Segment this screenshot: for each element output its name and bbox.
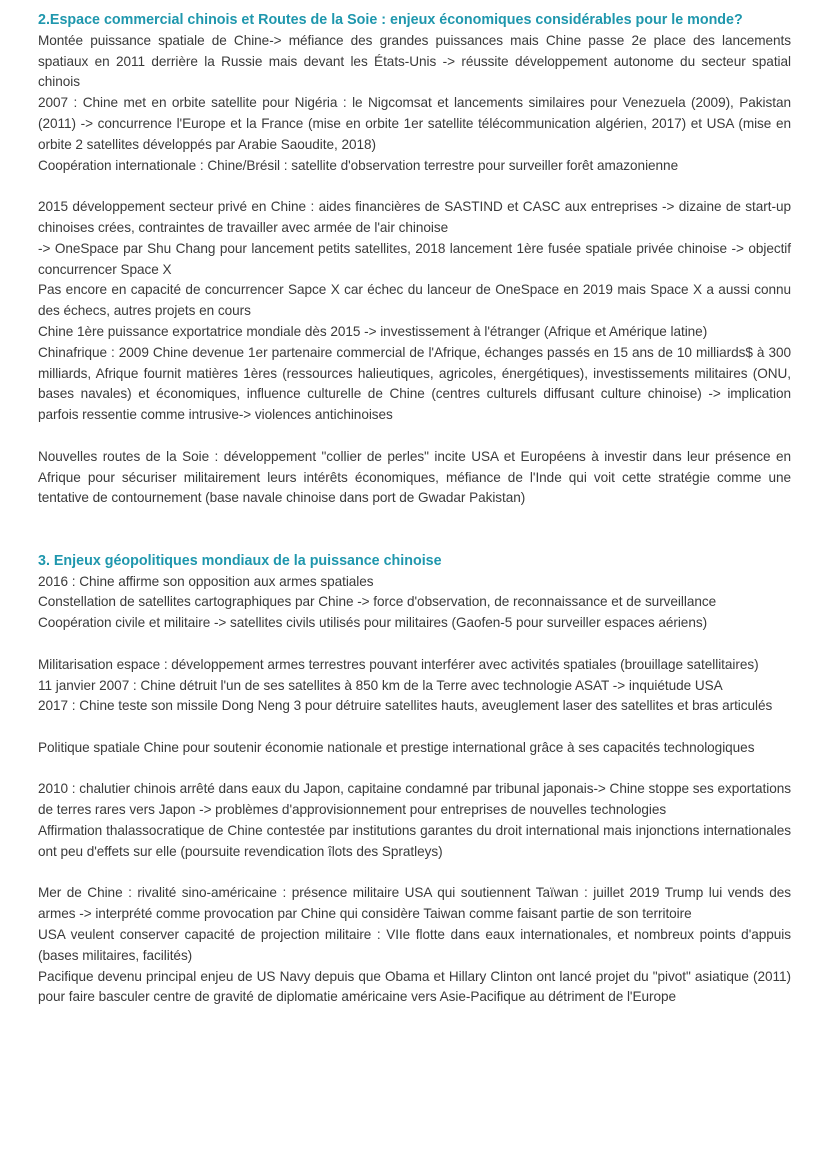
paragraph: Militarisation espace : développement armes terrestres pouvant interférer avec activités spatiales (brouillage satellitaires) [38, 656, 759, 672]
spacer [38, 863, 791, 884]
section-2-heading: 2.Espace commercial chinois et Routes de la Soie : enjeux économiques considérables pour le monde? [38, 12, 743, 28]
paragraph: 2007 : Chine met en orbite satellite pour Nigéria : le Nigcomsat et lancements similaires pour Venezuela (2009), Pakistan (2011) -> concurrence l'Europe et la France (mise en orbite 1er satellite télécommunication algérien, 2017) et USA (mise en orbite 2 satellites développés par Arabie Saoudite, 2018) [38, 95, 791, 152]
paragraph: Affirmation thalassocratique de Chine contestée par institutions garantes du droit international mais injonctions internationales ont peu d'effets sur elle (poursuite revendication îlots des Spratleys) [38, 823, 791, 859]
paragraph: USA veulent conserver capacité de projection militaire : VIIe flotte dans eaux internationales, et nombreux points d'appuis (bases militaires, facilités) [38, 927, 791, 963]
paragraph: Mer de Chine : rivalité sino-américaine : présence militaire USA qui soutiennent Taïwan : juillet 2019 Trump lui vends des armes -> interprété comme provocation par Chine qui considère Taiwan comme faisant partie de son territoire [38, 885, 791, 922]
spacer [38, 717, 791, 738]
spacer [38, 426, 791, 447]
paragraph: Politique spatiale Chine pour soutenir économie nationale et prestige international grâce à ses capacités technologiques [38, 739, 755, 755]
paragraph: Coopération internationale : Chine/Brésil : satellite d'observation terrestre pour surveiller forêt amazonienne [38, 157, 679, 173]
paragraph: Chinafrique : 2009 Chine devenue 1er partenaire commercial de l'Afrique, échanges passés en 15 ans de 10 milliards$ à 300 milliards, Afrique fournit matières 1ères (ressources halieutiques, agricoles, énergétiques), investissements militaires (ONU, bases navales) et économiques, influence culturelle de Chine (centres culturels diffusant culture chinoise) -> implication parfois ressentie comme intrusive-> violences antichinoises [38, 344, 791, 423]
section-3-heading: 3. Enjeux géopolitiques mondiaux de la puissance chinoise [38, 552, 442, 569]
paragraph: Chine 1ère puissance exportatrice mondiale dès 2015 -> investissement à l'étranger (Afrique et Amérique latine) [38, 323, 708, 339]
paragraph: Constellation de satellites cartographiques par Chine -> force d'observation, de reconnaissance et de surveillance [38, 594, 717, 610]
paragraph: Coopération civile et militaire -> satellites civils utilisés pour militaires (Gaofen-5 pour surveiller espaces aériens) [38, 615, 708, 631]
paragraph: Nouvelles routes de la Soie : développement "collier de perles" incite USA et Européens à investir dans leur présence en Afrique pour sécuriser militairement leurs intérêts économiques, méfiance de l'Inde qui voit cette stratégie comme une tentative de contournement (base navale chinoise dans port de Gwadar Pakistan) [38, 448, 791, 506]
spacer [38, 509, 791, 551]
paragraph: Montée puissance spatiale de Chine-> méfiance des grandes puissances mais Chine passe 2e place des lancements spatiaux en 2011 derrière la Russie mais devant les États-Unis -> réussite développement autonome du secteur spatial chinois [38, 32, 791, 90]
paragraph: Pas encore en capacité de concurrencer Sapce X car échec du lanceur de OneSpace en 2019 mais Space X a aussi connu des échecs, autres projets en cours [38, 282, 791, 319]
paragraph: 11 janvier 2007 : Chine détruit l'un de ses satellites à 850 km de la Terre avec technologie ASAT -> inquiétude USA [38, 677, 723, 693]
document-page [38, 10, 791, 1008]
paragraph: 2017 : Chine teste son missile Dong Neng 3 pour détruire satellites hauts, aveuglement laser des satellites et bras articulés [38, 698, 773, 714]
paragraph: Pacifique devenu principal enjeu de US Navy depuis que Obama et Hillary Clinton ont lancé projet du "pivot" asiatique (2011) pour faire basculer centre de gravité de diplomatie américaine vers Asie-Pacifique au détriment de l'Europe [38, 968, 791, 1005]
paragraph: 2016 : Chine affirme son opposition aux armes spatiales [38, 573, 374, 589]
spacer [38, 176, 791, 197]
spacer [38, 634, 791, 655]
paragraph: 2015 développement secteur privé en Chine : aides financières de SASTIND et CASC aux entreprises -> dizaine de start-up chinoises crées, contraintes de travailler avec armée de l'air chinoise [38, 199, 791, 235]
paragraph: -> OneSpace par Shu Chang pour lancement petits satellites, 2018 lancement 1ère fusée spatiale privée chinoise -> objectif concurrencer Space X [38, 240, 791, 277]
spacer [38, 759, 791, 780]
paragraph: 2010 : chalutier chinois arrêté dans eaux du Japon, capitaine condamné par tribunal japonais-> Chine stoppe ses exportations de terres rares vers Japon -> problèmes d'approvisionnement pour entreprises de nouvelles technologies [38, 781, 791, 818]
